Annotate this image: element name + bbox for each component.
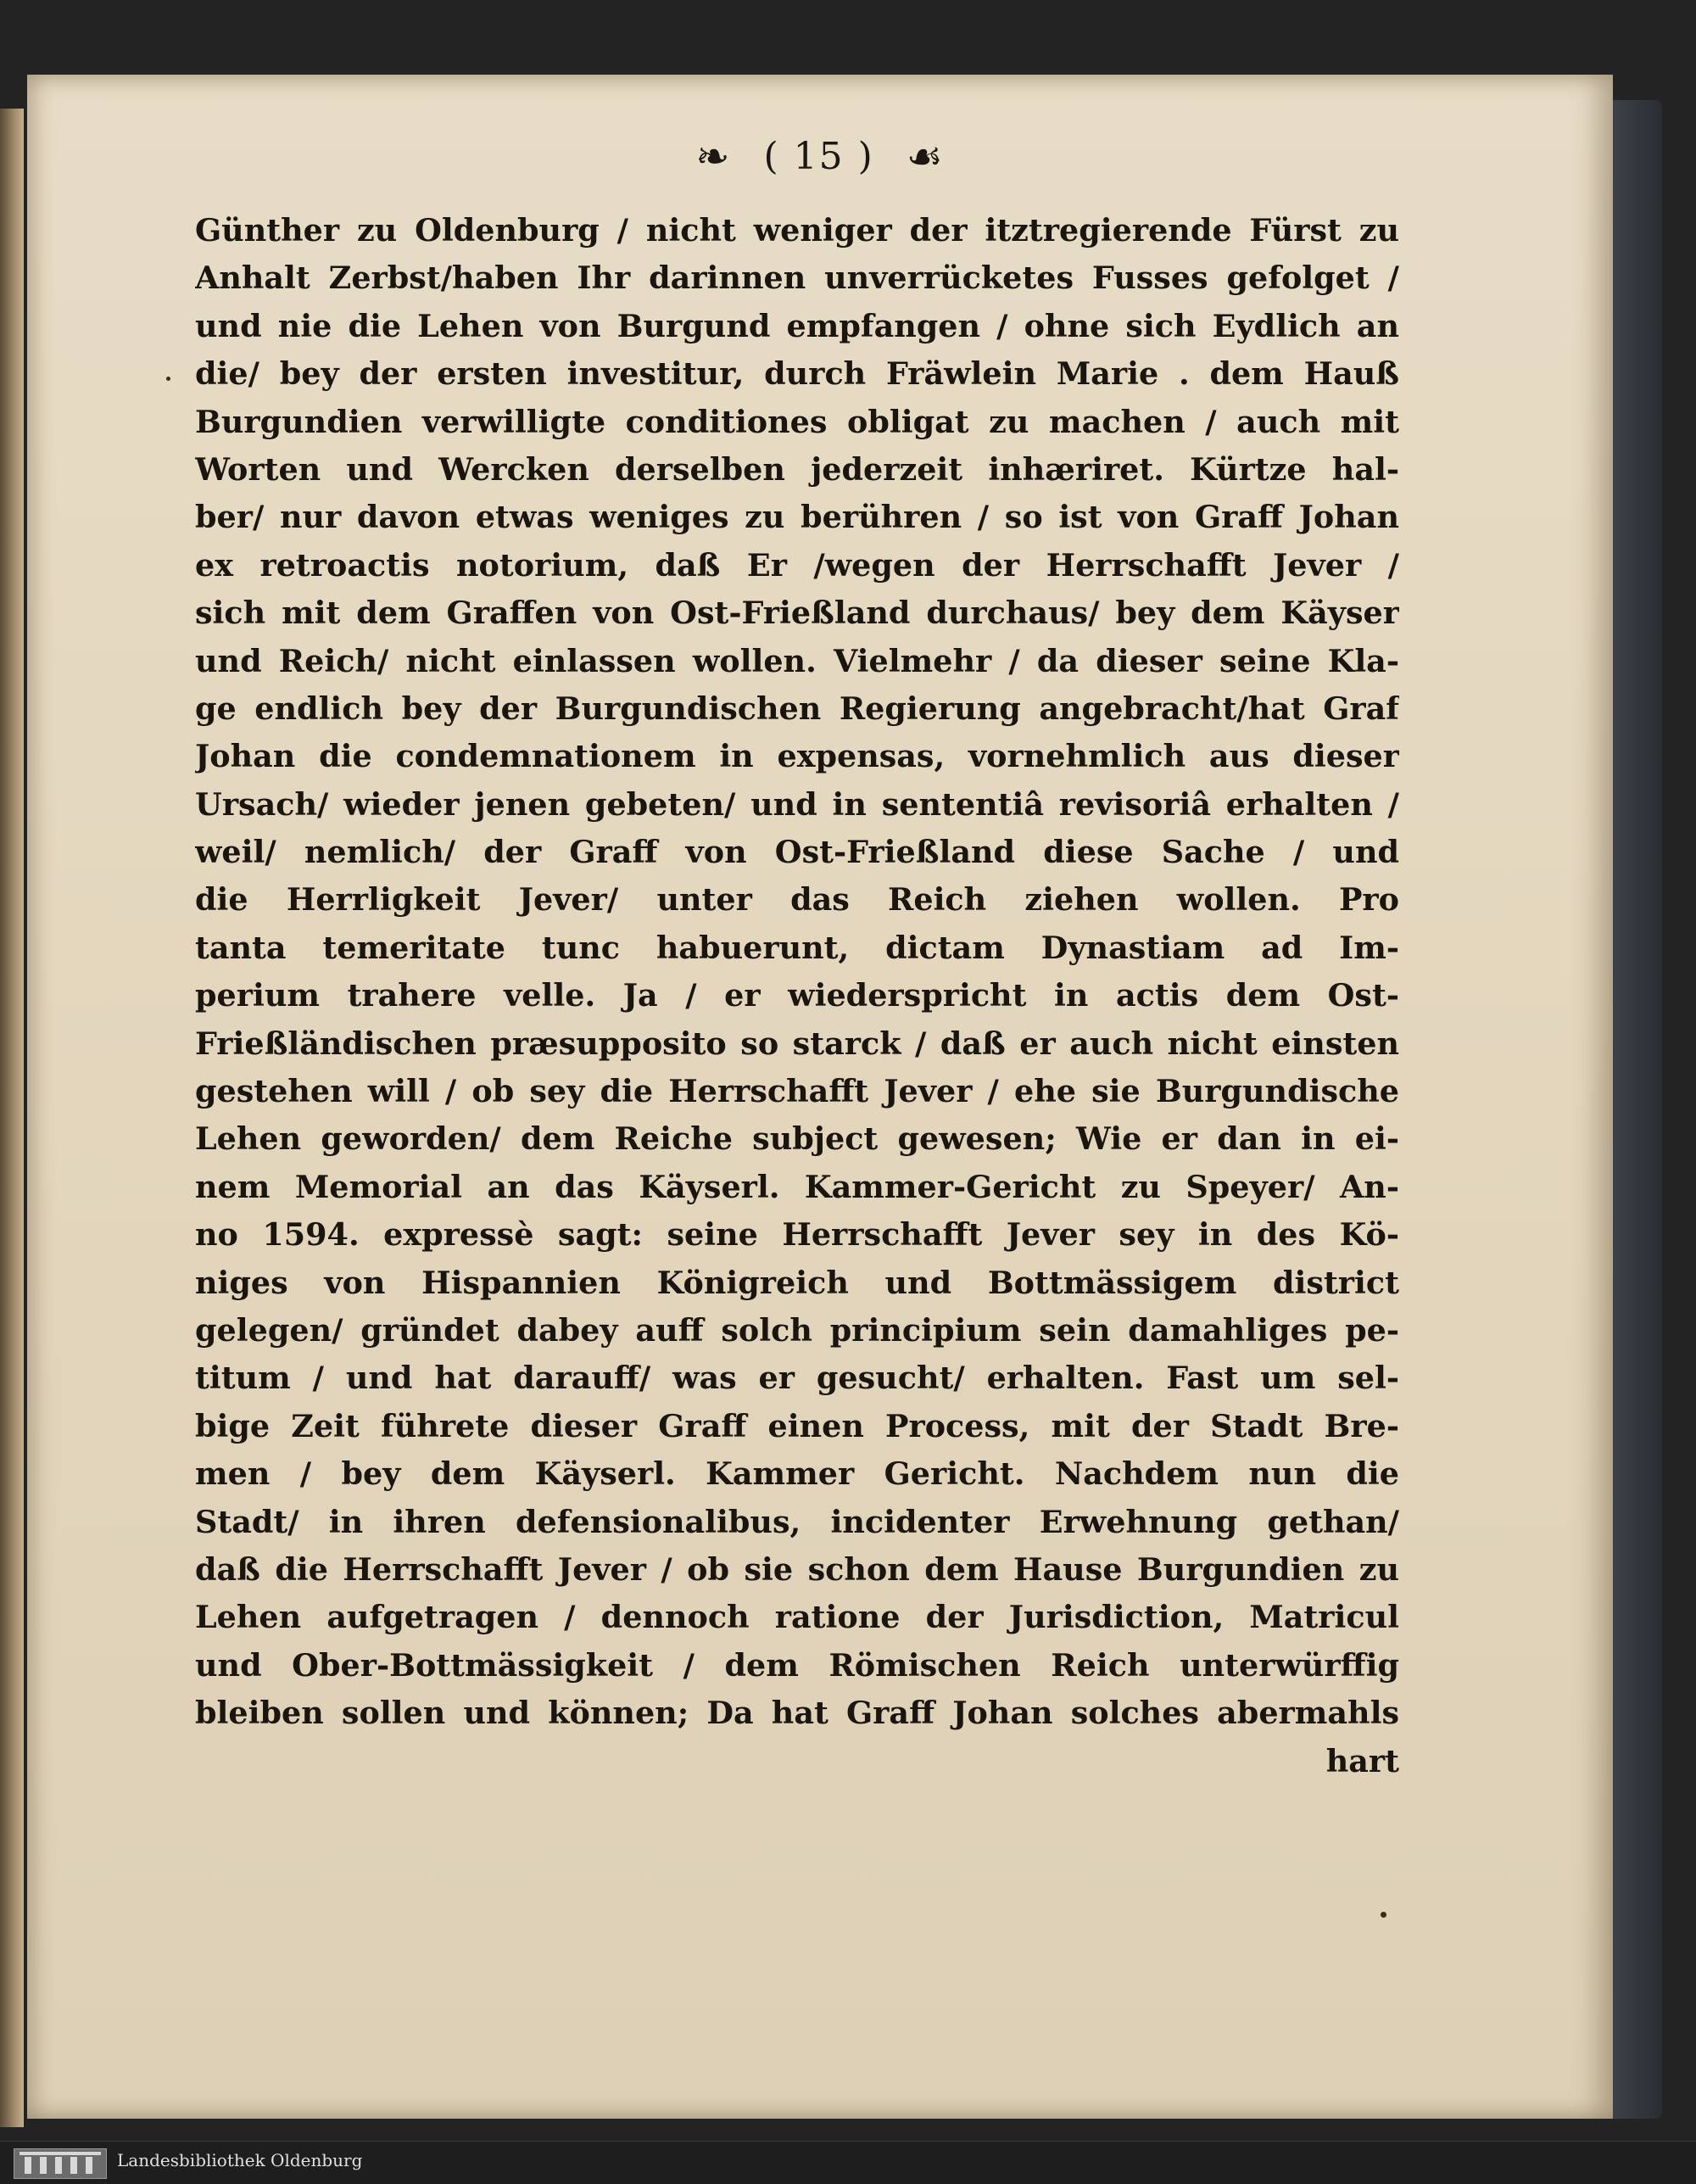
- text-line: ex retroactis notorium, daß Er /wegen der Herrschafft Jever /: [195, 546, 1399, 584]
- text-line: die/ bey der ersten investitur, durch Fräwlein Marie . dem Hauß: [195, 355, 1399, 393]
- text-line: und Reich/ nicht einlassen wollen. Vielmehr / da dieser seine Kla-: [195, 642, 1399, 679]
- left-page-edge: [0, 109, 24, 2127]
- paper-speck: [166, 377, 170, 381]
- text-line: nem Memorial an das Käyserl. Kammer-Gericht zu Speyer/ An-: [195, 1168, 1399, 1205]
- text-line: ber/ nur davon etwas weniges zu berühren / so ist von Graff Johan: [195, 499, 1399, 536]
- page-header: [27, 132, 1613, 181]
- text-line: perium trahere velle. Ja / er wiederspricht in actis dem Ost-: [195, 977, 1399, 1014]
- body-text: [195, 207, 1399, 1785]
- text-line: Günther zu Oldenburg / nicht weniger der itztregierende Fürst zu: [195, 212, 1399, 249]
- text-line: Frießländischen præsupposito so starck / daß er auch nicht einsten: [195, 1025, 1399, 1062]
- viewer-footer: [0, 2141, 1696, 2184]
- text-line: Johan die condemnationem in expensas, vornehmlich aus dieser: [195, 738, 1399, 775]
- text-line: no 1594. expressè sagt: seine Herrschafft Jever sey in des Kö-: [195, 1216, 1399, 1254]
- text-line: die Herrligkeit Jever/ unter das Reich ziehen wollen. Pro: [195, 881, 1399, 919]
- book-page: [27, 75, 1613, 2119]
- text-line: Anhalt Zerbst/haben Ihr darinnen unverrücketes Fusses gefolget /: [195, 260, 1399, 297]
- catchword: hart: [1325, 1742, 1399, 1779]
- text-line: Burgundien verwilligte conditiones obligat zu machen / auch mit: [195, 403, 1399, 440]
- fleuron-right-icon: ☙: [906, 132, 945, 181]
- text-line: weil/ nemlich/ der Graff von Ost-Frießland diese Sache / und: [195, 834, 1399, 871]
- fleuron-left-icon: ❧: [695, 132, 732, 181]
- text-line: daß die Herrschafft Jever / ob sie schon dem Hause Burgundien zu: [195, 1550, 1399, 1588]
- text-line: gestehen will / ob sey die Herrschafft Jever / ehe sie Burgundische: [195, 1073, 1399, 1110]
- text-line: Stadt/ in ihren defensionalibus, incidenter Erwehnung gethan/: [195, 1503, 1399, 1540]
- text-line: titum / und hat darauff/ was er gesucht/ erhalten. Fast um sel-: [195, 1360, 1399, 1397]
- text-line: sich mit dem Graffen von Ost-Frießland durchaus/ bey dem Käyser: [195, 595, 1399, 632]
- page-number: ( 15 ): [763, 135, 874, 178]
- text-line: ge endlich bey der Burgundischen Regierung angebracht/hat Graf: [195, 690, 1399, 727]
- text-line: bleiben sollen und können; Da hat Graff Johan solches abermahls: [195, 1695, 1399, 1732]
- library-building-icon: [14, 2148, 107, 2179]
- paper-speck: [1381, 1912, 1386, 1918]
- text-line: tanta temeritate tunc habuerunt, dictam Dynastiam ad Im-: [195, 929, 1399, 966]
- text-line: Ursach/ wieder jenen gebeten/ und in sententiâ revisoriâ erhalten /: [195, 785, 1399, 823]
- text-line: Lehen aufgetragen / dennoch ratione der Jurisdiction, Matricul: [195, 1599, 1399, 1636]
- text-line: Lehen geworden/ dem Reiche subject gewesen; Wie er dan in ei-: [195, 1120, 1399, 1158]
- text-line: Worten und Wercken derselben jederzeit inhæriret. Kürtze hal-: [195, 450, 1399, 488]
- text-line: bige Zeit führete dieser Graff einen Process, mit der Stadt Bre-: [195, 1407, 1399, 1444]
- text-line: und nie die Lehen von Burgund empfangen / ohne sich Eydlich an: [195, 307, 1399, 344]
- library-name: Landesbibliothek Oldenburg: [117, 2150, 363, 2170]
- text-line: und Ober-Bottmässigkeit / dem Römischen Reich unterwürffig: [195, 1646, 1399, 1684]
- text-line: men / bey dem Käyserl. Kammer Gericht. Nachdem nun die: [195, 1455, 1399, 1493]
- text-line: gelegen/ gründet dabey auff solch principium sein damahliges pe-: [195, 1311, 1399, 1349]
- text-line: niges von Hispannien Königreich und Bottmässigem district: [195, 1264, 1399, 1301]
